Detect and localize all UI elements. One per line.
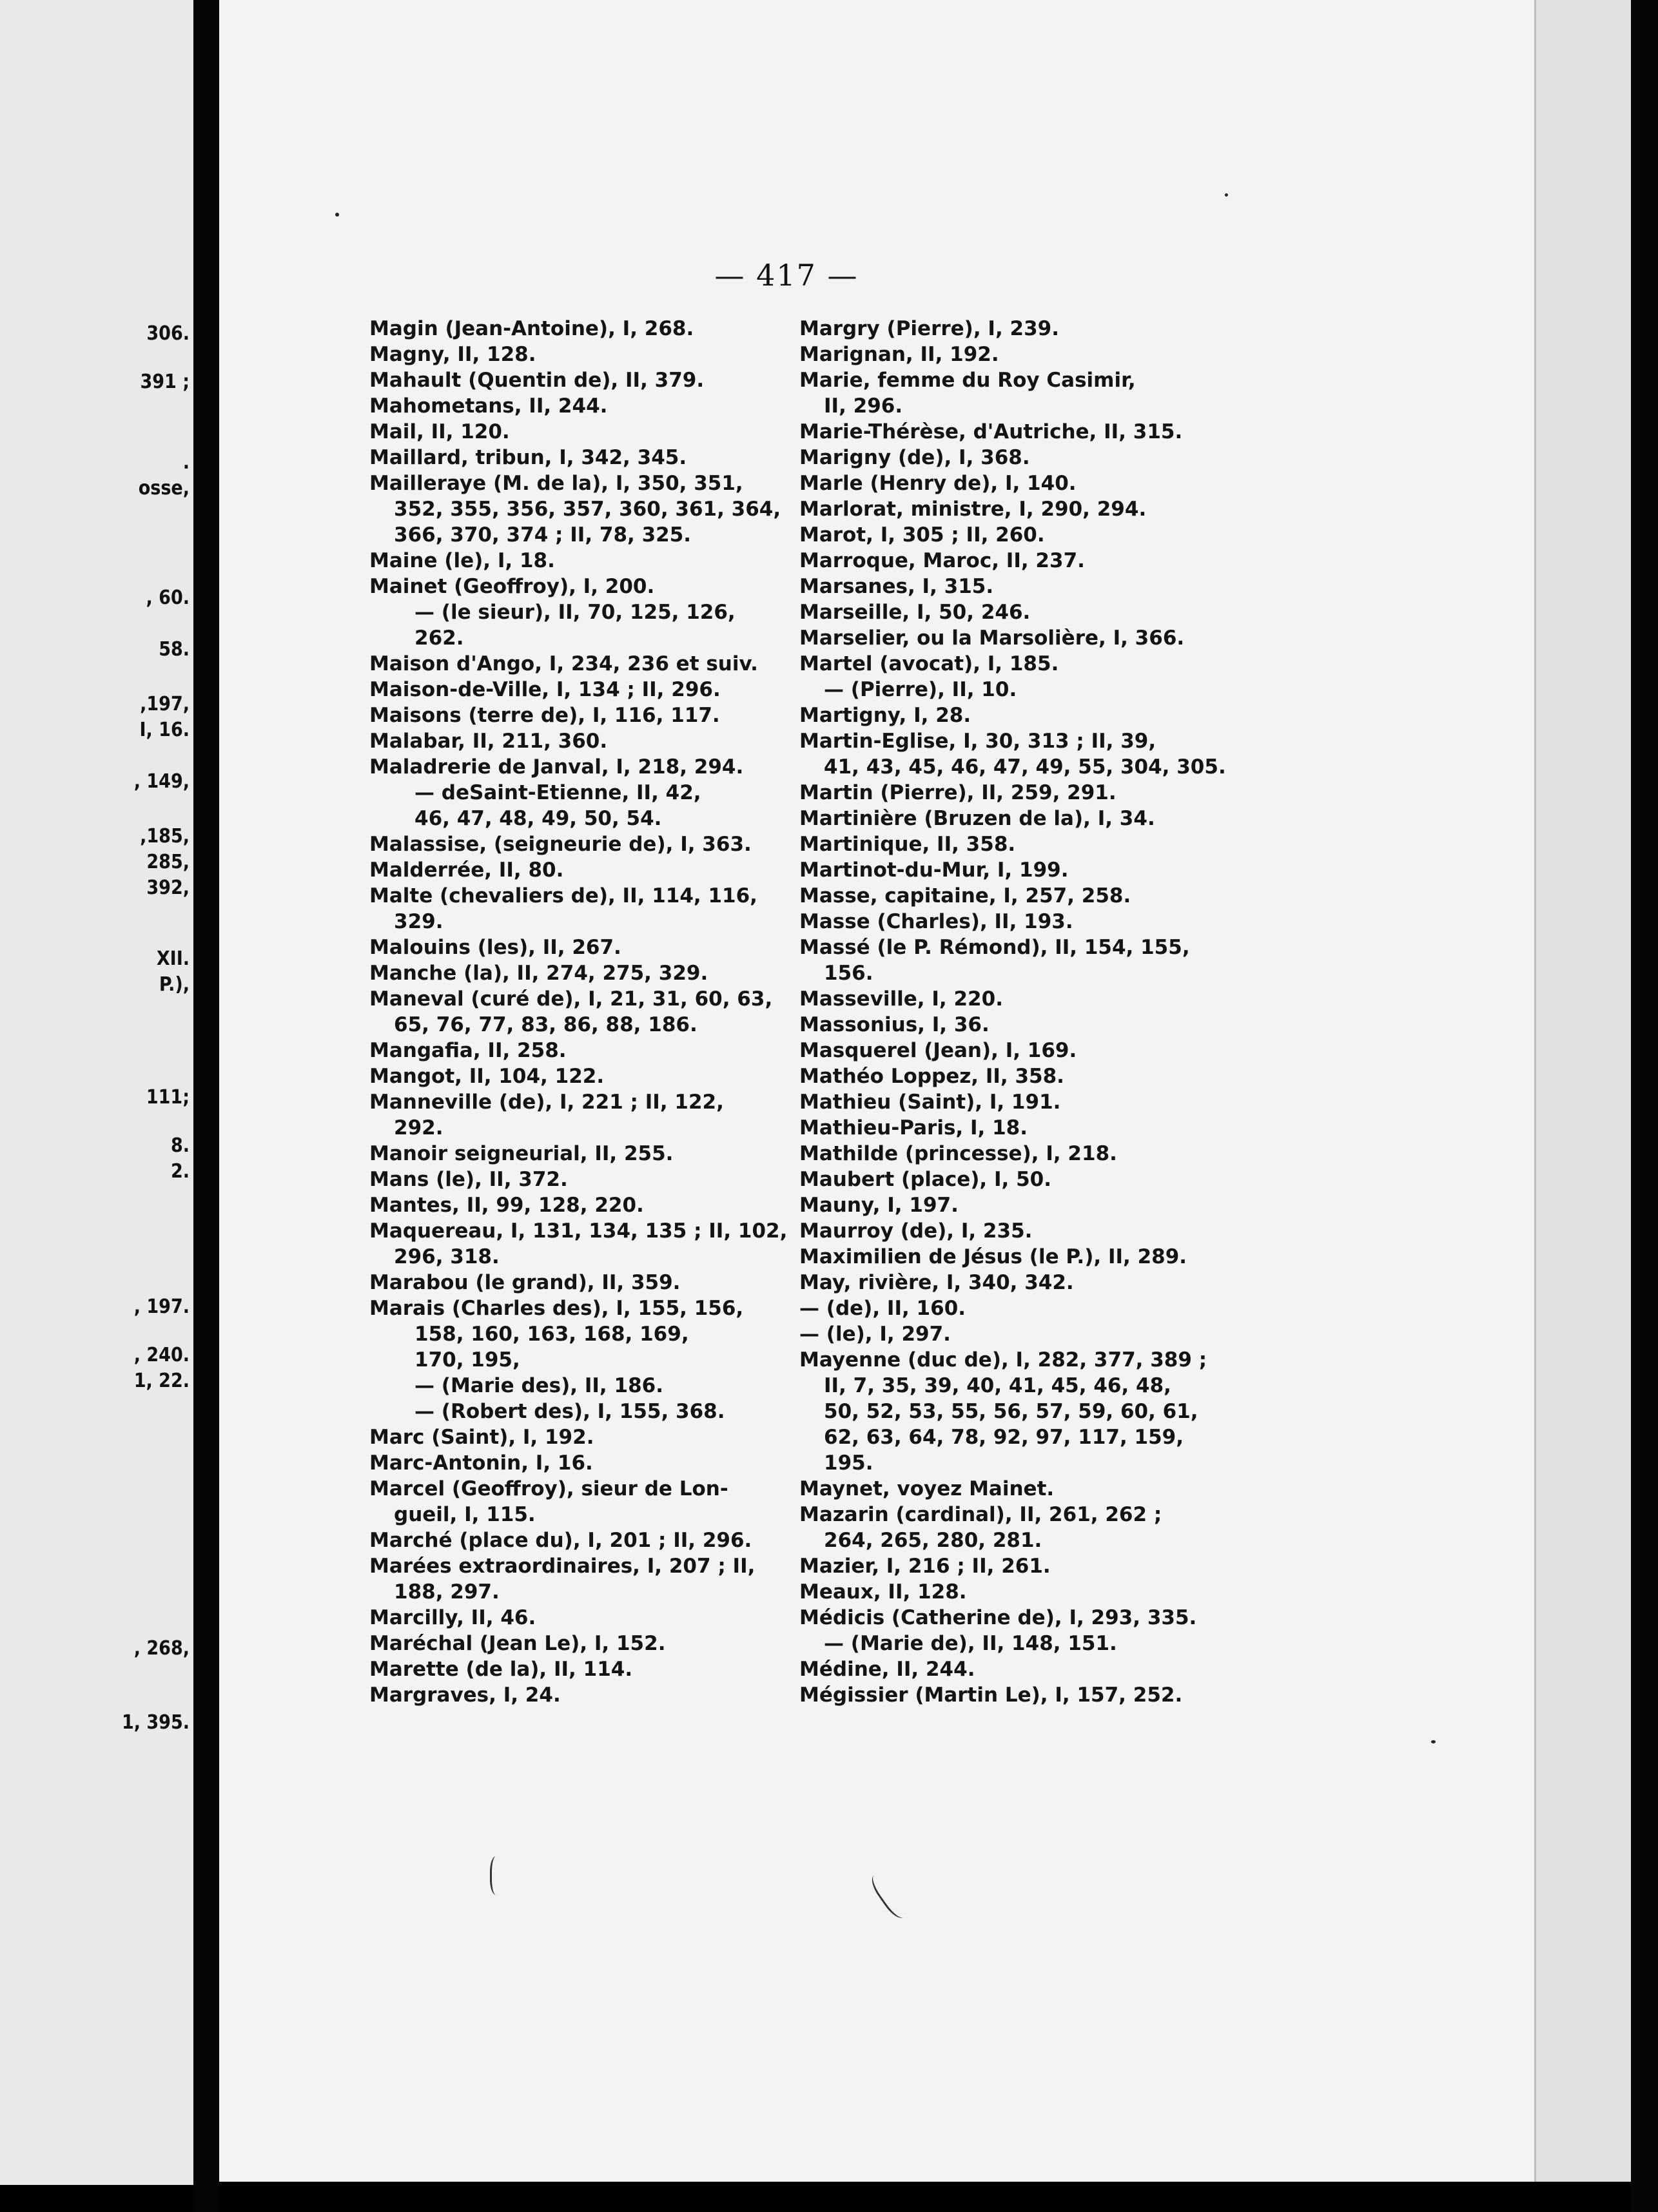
previous-page-fragment: P.), [159,973,190,996]
index-left-entry: Malderrée, II, 80. [369,859,564,882]
page-number: — 417 — [714,258,859,293]
index-right-entry: Marigny (de), I, 368. [799,446,1030,469]
index-right-entry: Martinière (Bruzen de la), I, 34. [799,807,1155,830]
index-left-entry: Mahometans, II, 244. [369,394,608,418]
index-left-entry: Maisons (terre de), I, 116, 117. [369,704,720,727]
previous-page-fragment: 285, [146,851,190,873]
ink-speck [1225,193,1228,197]
index-right-entry: Margry (Pierre), I, 239. [799,317,1059,340]
index-left-entry: Maillard, tribun, I, 342, 345. [369,446,687,469]
index-right-entry: — (le), I, 297. [799,1323,951,1346]
index-right-entry: II, 296. [824,394,903,418]
index-right-entry: Meaux, II, 128. [799,1580,967,1604]
index-right-entry: Mazarin (cardinal), II, 261, 262 ; [799,1503,1162,1526]
previous-page-fragment: , 149, [133,770,190,793]
previous-page-fragment: 306. [146,322,190,345]
index-right-entry: Mathilde (princesse), I, 218. [799,1142,1117,1165]
previous-page-fragment: ,197, [140,693,190,715]
previous-page-fragment: , 268, [133,1637,190,1660]
index-right-entry: Maximilien de Jésus (le P.), II, 289. [799,1245,1187,1268]
index-left-entry: 296, 318. [394,1245,500,1268]
index-left-entry: Maison-de-Ville, I, 134 ; II, 296. [369,678,721,701]
index-right-entry: Marsanes, I, 315. [799,575,994,598]
index-left-entry: Mail, II, 120. [369,420,510,443]
index-right-entry: — (de), II, 160. [799,1297,966,1320]
previous-page-fragment: 391 ; [140,371,190,393]
index-right-entry: Masquerel (Jean), I, 169. [799,1039,1077,1062]
index-left-entry: Maison d'Ango, I, 234, 236 et suiv. [369,652,758,675]
index-column-left [369,316,821,1708]
previous-page-fragment: , 197. [133,1295,190,1318]
ink-speck [335,213,339,217]
ink-speck [1431,1740,1436,1743]
index-right-entry: Mathieu (Saint), I, 191. [799,1091,1061,1114]
previous-page-fragment: , 240. [133,1344,190,1366]
index-right-entry: Maurroy (de), I, 235. [799,1219,1033,1243]
index-right-entry: Martin-Eglise, I, 30, 313 ; II, 39, [799,730,1156,753]
index-left-entry: 170, 195, [414,1348,520,1372]
index-right-entry: Marie-Thérèse, d'Autriche, II, 315. [799,420,1183,443]
index-left-entry: Mangot, II, 104, 122. [369,1065,605,1088]
index-right-entry: Martigny, I, 28. [799,704,971,727]
index-left-entry: Marc (Saint), I, 192. [369,1426,594,1449]
index-right-entry: Mathéo Loppez, II, 358. [799,1065,1064,1088]
index-left-entry: Marabou (le grand), II, 359. [369,1271,681,1294]
index-left-entry: Mainet (Geoffroy), I, 200. [369,575,655,598]
index-left-entry: 262. [414,626,464,650]
previous-page-fragment: osse, [138,477,190,500]
page-edge [1534,0,1633,2182]
index-left-entry: 366, 370, 374 ; II, 78, 325. [394,523,692,547]
index-right-entry: Martinot-du-Mur, I, 199. [799,859,1069,882]
previous-page-fragment: XII. [156,947,190,970]
index-left-entry: 352, 355, 356, 357, 360, 361, 364, [394,498,781,521]
index-left-entry: Marcilly, II, 46. [369,1606,536,1629]
index-right-entry: 41, 43, 45, 46, 47, 49, 55, 304, 305. [824,755,1226,779]
previous-page-fragment: 111; [146,1086,190,1109]
index-right-entry: Martin (Pierre), II, 259, 291. [799,781,1117,804]
index-left-entry: Mahault (Quentin de), II, 379. [369,369,705,392]
index-left-entry: Magny, II, 128. [369,343,536,366]
index-left-entry: Mailleraye (M. de la), I, 350, 351, [369,472,743,495]
paper-mark [490,1856,505,1895]
index-left-entry: Manneville (de), I, 221 ; II, 122, [369,1091,724,1114]
index-left-entry: Malabar, II, 211, 360. [369,730,608,753]
index-right-entry: Mazier, I, 216 ; II, 261. [799,1555,1051,1578]
index-left-entry: 188, 297. [394,1580,500,1604]
index-left-entry: Marcel (Geoffroy), sieur de Lon- [369,1477,728,1500]
index-left-entry: Malassise, (seigneurie de), I, 363. [369,833,752,856]
previous-page-strip [0,0,193,2185]
index-right-entry: Mégissier (Martin Le), I, 157, 252. [799,1683,1183,1707]
index-left-entry: gueil, I, 115. [394,1503,536,1526]
index-right-entry: 156. [824,962,873,985]
index-right-entry: Martel (avocat), I, 185. [799,652,1059,675]
index-left-entry: — deSaint-Etienne, II, 42, [414,781,701,804]
index-right-entry: Marlorat, ministre, I, 290, 294. [799,498,1147,521]
index-left-entry: Mangafia, II, 258. [369,1039,567,1062]
index-left-entry: Marette (de la), II, 114. [369,1658,633,1681]
index-left-entry: Marées extraordinaires, I, 207 ; II, [369,1555,756,1578]
index-right-entry: Médine, II, 244. [799,1658,975,1681]
previous-page-fragment: , 60. [146,587,190,609]
previous-page-fragment: I, 16. [139,719,190,741]
index-column-right [799,316,1263,1708]
index-left-entry: Margraves, I, 24. [369,1683,561,1707]
index-right-entry: — (Pierre), II, 10. [824,678,1017,701]
index-right-entry: Maynet, voyez Mainet. [799,1477,1055,1500]
previous-page-fragment: 392, [146,877,190,899]
previous-page-fragment: 1, 22. [133,1370,190,1392]
index-left-entry: Manoir seigneurial, II, 255. [369,1142,674,1165]
page-edge-shadow [1631,0,1658,2212]
previous-page-fragment: 8. [170,1134,190,1157]
index-right-entry: Mauny, I, 197. [799,1194,959,1217]
index-right-entry: May, rivière, I, 340, 342. [799,1271,1074,1294]
index-right-entry: Marle (Henry de), I, 140. [799,472,1077,495]
index-left-entry: Maladrerie de Janval, I, 218, 294. [369,755,744,779]
index-right-entry: 50, 52, 53, 55, 56, 57, 59, 60, 61, [824,1400,1198,1423]
index-left-entry: Mantes, II, 99, 128, 220. [369,1194,644,1217]
index-left-entry: Marc-Antonin, I, 16. [369,1451,593,1475]
index-page [219,0,1534,2182]
previous-page-fragment: 2. [170,1160,190,1183]
index-right-entry: 62, 63, 64, 78, 92, 97, 117, 159, [824,1426,1184,1449]
index-left-entry: Maine (le), I, 18. [369,549,555,572]
index-left-entry: 158, 160, 163, 168, 169, [414,1323,689,1346]
index-left-entry: Maquereau, I, 131, 134, 135 ; II, 102, [369,1219,788,1243]
index-right-entry: Maubert (place), I, 50. [799,1168,1052,1191]
index-left-entry: Magin (Jean-Antoine), I, 268. [369,317,694,340]
index-right-entry: Martinique, II, 358. [799,833,1016,856]
index-right-entry: Marot, I, 305 ; II, 260. [799,523,1045,547]
index-right-entry: — (Marie de), II, 148, 151. [824,1632,1117,1655]
index-right-entry: Masseville, I, 220. [799,987,1003,1011]
index-left-entry: Malte (chevaliers de), II, 114, 116, [369,884,757,907]
index-left-entry: — (Marie des), II, 186. [414,1374,663,1397]
previous-page-fragment: 1, 395. [121,1711,190,1734]
index-right-entry: Marroque, Maroc, II, 237. [799,549,1085,572]
index-right-entry: Marignan, II, 192. [799,343,999,366]
index-left-entry: Maneval (curé de), I, 21, 31, 60, 63, [369,987,773,1011]
page-gutter [193,0,219,2212]
index-right-entry: Marselier, ou la Marsolière, I, 366. [799,626,1185,650]
index-left-entry: 65, 76, 77, 83, 86, 88, 186. [394,1013,697,1036]
index-right-entry: II, 7, 35, 39, 40, 41, 45, 46, 48, [824,1374,1171,1397]
index-left-entry: 292. [394,1116,444,1140]
index-right-entry: Massé (le P. Rémond), II, 154, 155, [799,936,1190,959]
index-left-entry: — (le sieur), II, 70, 125, 126, [414,601,736,624]
index-right-entry: Médicis (Catherine de), I, 293, 335. [799,1606,1197,1629]
index-left-entry: Marché (place du), I, 201 ; II, 296. [369,1529,752,1552]
index-left-entry: Mans (le), II, 372. [369,1168,568,1191]
index-left-entry: — (Robert des), I, 155, 368. [414,1400,725,1423]
index-left-entry: Marais (Charles des), I, 155, 156, [369,1297,744,1320]
previous-page-fragment: . [182,451,190,474]
index-left-entry: 329. [394,910,444,933]
index-right-entry: Marie, femme du Roy Casimir, [799,369,1136,392]
index-left-entry: Maréchal (Jean Le), I, 152. [369,1632,666,1655]
index-right-entry: Mathieu-Paris, I, 18. [799,1116,1028,1140]
index-right-entry: Massonius, I, 36. [799,1013,990,1036]
index-left-entry: Manche (la), II, 274, 275, 329. [369,962,708,985]
index-right-entry: 264, 265, 280, 281. [824,1529,1042,1552]
index-right-entry: Marseille, I, 50, 246. [799,601,1031,624]
index-left-entry: 46, 47, 48, 49, 50, 54. [414,807,662,830]
index-right-entry: Masse (Charles), II, 193. [799,910,1073,933]
paper-mark [867,1868,914,1922]
index-right-entry: Mayenne (duc de), I, 282, 377, 389 ; [799,1348,1207,1372]
index-right-entry: 195. [824,1451,873,1475]
previous-page-fragment: 58. [159,638,190,661]
index-right-entry: Masse, capitaine, I, 257, 258. [799,884,1131,907]
index-left-entry: Malouins (les), II, 267. [369,936,621,959]
previous-page-fragment: ,185, [140,825,190,848]
